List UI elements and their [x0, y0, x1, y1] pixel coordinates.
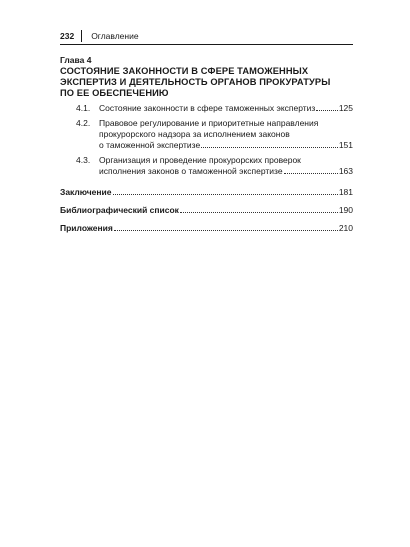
section-page: 163: [338, 166, 353, 176]
running-header: [60, 29, 353, 43]
entry-page: 181: [338, 187, 353, 197]
section-page: 125: [338, 103, 353, 113]
toc-entry-appendices[interactable]: [60, 223, 353, 234]
entry-page: 190: [338, 205, 353, 215]
toc-entry-4-1[interactable]: [60, 103, 353, 114]
chapter-title-line: ЭКСПЕРТИЗ И ДЕЯТЕЛЬНОСТЬ ОРГАНОВ ПРОКУРАТУРЫ: [60, 77, 331, 87]
entry-title: Приложения: [60, 223, 113, 233]
leader-dots: [316, 109, 338, 111]
chapter-label: Глава 4: [60, 55, 92, 65]
chapter-title-line: ПО ЕЕ ОБЕСПЕЧЕНИЮ: [60, 88, 169, 98]
section-title-line: исполнения законов о таможенной экспертизе: [99, 166, 283, 176]
section-title-line: о таможенной экспертизе: [99, 140, 201, 150]
leader-dots: [114, 229, 338, 231]
section-number: 4.3.: [76, 155, 91, 165]
page-number: 232: [60, 31, 75, 41]
leader-dots: [180, 211, 338, 213]
section-number: 4.2.: [76, 118, 91, 128]
header-title: Оглавление: [91, 31, 139, 41]
section-number: 4.1.: [76, 103, 91, 113]
header-rule: [60, 44, 353, 45]
entry-page: 210: [338, 223, 353, 233]
section-title-line: Правовое регулирование и приоритетные направления: [99, 118, 319, 128]
chapter-title-line: СОСТОЯНИЕ ЗАКОННОСТИ В СФЕРЕ ТАМОЖЕННЫХ: [60, 66, 309, 76]
section-title: Состояние законности в сфере таможенных экспертиз: [99, 103, 316, 113]
section-list: [60, 103, 353, 177]
toc-entry-bibliography[interactable]: [60, 205, 353, 216]
section-page: 151: [338, 140, 353, 150]
toc-entry-conclusion[interactable]: [60, 187, 353, 198]
header-divider: [81, 30, 82, 42]
section-title-line: прокурорского надзора за исполнением законов: [99, 129, 290, 139]
toc-entry-4-3[interactable]: [60, 155, 353, 177]
toc-entry-4-2[interactable]: [60, 118, 353, 151]
section-title-line: Организация и проведение прокурорских проверок: [99, 155, 301, 165]
table-of-contents: [60, 55, 353, 234]
leader-dots: [113, 193, 338, 195]
leader-dots: [201, 146, 338, 148]
entry-title: Заключение: [60, 187, 112, 197]
entry-title: Библиографический список: [60, 205, 179, 215]
leader-dots: [284, 172, 338, 174]
chapter-title: [60, 66, 353, 99]
